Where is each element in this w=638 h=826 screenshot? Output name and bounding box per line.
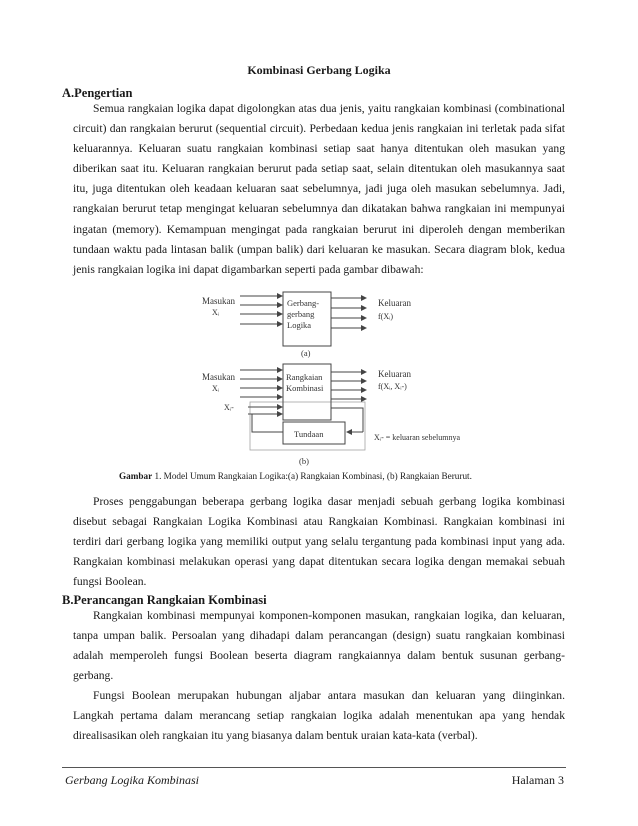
footer-divider bbox=[62, 767, 566, 768]
diagram-b-feedback-var: Xᵢ- bbox=[224, 403, 234, 412]
diagram-a-input-label: Masukan bbox=[202, 296, 235, 306]
section-b-paragraph-1: Rangkaian kombinasi mempunyai komponen-komponen masukan, rangkaian logika, dan keluaran, tanpa umpan balik. Persoalan yang dihadapi dalam perancangan (design) suatu rangkaian kombinasi adalah memperoleh fungsi Boolean beserta diagram rangkaiannya dalam bentuk susunan gerbang-gerbang. bbox=[73, 609, 565, 683]
diagram-a-output-label: Keluaran bbox=[378, 298, 411, 308]
caption-text: 1. Model Umum Rangkaian Logika:(a) Rangkaian Kombinasi, (b) Rangkaian Berurut. bbox=[154, 471, 472, 481]
diagram-b-delay-label: Tundaan bbox=[294, 429, 324, 439]
section-b-paragraph-2: Fungsi Boolean merupakan hubungan aljabar antara masukan dan keluaran yang diinginkan. Langkah pertama dalam merancang setiap rangkaian logika adalah menentukan apa yang hendak direalisasikan oleh rangkaian itu yang biasanya dalam bentuk uraian kata-kata (verbal). bbox=[73, 689, 565, 743]
diagram-b-note: Xᵢ- = keluaran sebelumnya bbox=[374, 433, 461, 442]
diagram-b-input-label: Masukan bbox=[202, 372, 235, 382]
footer-title: Gerbang Logika Kombinasi bbox=[65, 773, 200, 787]
diagram-b bbox=[202, 364, 460, 466]
diagram-b-output-var: f(Xᵢ, Xᵢ-) bbox=[378, 382, 407, 391]
diagram-a-input-var: Xᵢ bbox=[212, 308, 220, 317]
section-a-paragraph-1: Semua rangkaian logika dapat digolongkan atas dua jenis, yaitu rangkaian kombinasi (combinational circuit) dan rangkaian berurut (sequential circuit). Perbedaan kedua jenis rangkaian ini terletak pada sifat keluarannya. Keluaran suatu rangkaian kombinasi setiap saat hanya ditentukan oleh masukan yang diberikan saat itu. Keluaran rangkaian berurut pada setiap saat, selain ditentukan oleh masukannya saat itu, juga ditentukan oleh keadaan keluaran saat sebelumnya, jadi juga oleh masukan sebelumnya. Jadi, rangkaian berurut tetap mengingat keluaran sebelumnya dan dikatakan bahwa rangkaian ini mempunyai ingatan (memory). Kemampuan mengingat pada rangkaian berurut ini diperoleh dengan memberikan tundaan waktu pada lintasan balik (umpan balik) dari keluaran ke masukan. Secara diagram blok, kedua jenis rangkaian logika ini dapat digambarkan seperti pada gambar dibawah: bbox=[73, 102, 565, 276]
diagram-b-sub-label: (b) bbox=[299, 456, 309, 466]
diagram-b-input-var: Xᵢ bbox=[212, 384, 220, 393]
diagram-a-output-var: f(Xᵢ) bbox=[378, 312, 394, 321]
diagram-a-block-line3: Logika bbox=[287, 320, 312, 330]
caption-label: Gambar bbox=[119, 471, 153, 481]
section-a-heading: A.Pengertian bbox=[62, 86, 133, 100]
diagram-a-block-line1: Gerbang- bbox=[287, 298, 320, 308]
section-a-paragraph-2: Proses penggabungan beberapa gerbang logika dasar menjadi sebuah gerbang logika kombinasi disebut sebagai Rangkaian Logika Kombinasi atau Rangkaian Kombinasi. Rangkaian kombinasi ini terdiri dari gerbang logika yang memiliki output yang selalu tergantung pada kombinasi input yang ada. Rangkaian kombinasi melakukan operasi yang dapat ditentukan secara logika dengan memakai sebuah fungsi Boolean. bbox=[73, 495, 565, 589]
diagram-a bbox=[202, 292, 411, 358]
diagram-a-block-line2: gerbang bbox=[287, 309, 315, 319]
section-b-heading: B.Perancangan Rangkaian Kombinasi bbox=[62, 593, 267, 607]
page-title: Kombinasi Gerbang Logika bbox=[247, 63, 391, 77]
block-diagram-figure bbox=[188, 282, 568, 474]
diagram-b-output-label: Keluaran bbox=[378, 369, 411, 379]
diagram-b-block-line2: Kombinasi bbox=[286, 383, 324, 393]
diagram-a-sub-label: (a) bbox=[301, 348, 311, 358]
figure-caption bbox=[119, 471, 579, 481]
diagram-b-block-line1: Rangkaian bbox=[286, 372, 323, 382]
footer-page-number: Halaman 3 bbox=[511, 773, 564, 787]
